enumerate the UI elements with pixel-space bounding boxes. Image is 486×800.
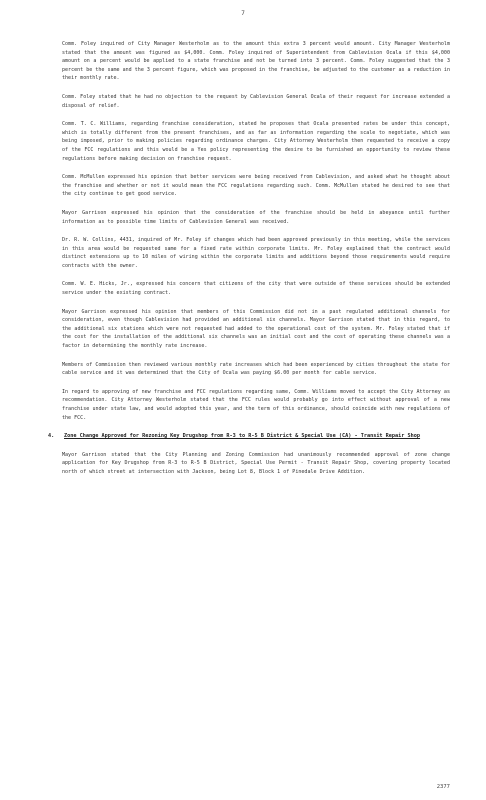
paragraph: Dr. R. W. Collins, 4431, inquired of Mr. Foley if changes which had been approved previously in this meeting, while the services in this area would be requested same for a fixed rate within corporate limits. Mr. Foley explained that the contract would distinct extensions up to 10 miles of wiring within the corporate limits and additions beyond those requirements would require contracts with the owner. (62, 237, 450, 269)
minutes-body (48, 40, 450, 487)
paragraph: Comm. T. C. Williams, regarding franchise consideration, stated he proposes that Ocala presented rates be under this concept, which is totally different from the present franchises, and as far as information regarding the scale to negotiate, which was being imposed, prior to making policies regarding ordinance charges. City Attorney Westerholm then requested to receive a copy of the FCC regulations and this would be a Yes policy representing the desire to be furnished an opportunity to review these regulations before making decision on franchise request. (62, 121, 450, 162)
paragraph: Comm. Foley inquired of City Manager Westerholm as to the amount this extra 3 percent would amount. City Manager Westerholm stated that the amount was figured as $4,000. Comm. Foley inquired of Superintendent from Cablevision Ocala if this $4,000 amount on a percent would be applied to a state franchise and not be turned into 3 percent. Comm. Foley suggested that the 3 percent be the same and the 3 percent figure, which was proposed in the franchise, be adjusted to the customer as a reduction in their monthly rate. (62, 41, 450, 82)
paragraph: Comm. Foley stated that he had no objection to the request by Cablevision General Ocala of their request for increase extended a disposal of relief. (62, 93, 450, 109)
agenda-item (48, 432, 450, 441)
page-number: 7 (241, 10, 245, 17)
agenda-item-number: 4. (48, 433, 55, 440)
paragraph: Comm. W. E. Hicks, Jr., expressed his concern that citizens of the city that were outside of these services should be extended service under the existing contract. (62, 281, 450, 297)
closing-paragraph: Mayor Garrison stated that the City Planning and Zoning Commission had unanimously recommended approval of zone change application for Key Drugshop from R-3 to R-5 B District, Special Use Permit - Transit Repair Shop, covering property located north of which street at intersection with Jackson, being Lot 8, Block 1 of Pinedale Drive Addition. (62, 451, 450, 475)
paragraph: In regard to approving of new franchise and FCC regulations regarding same, Comm. Williams moved to accept the City Attorney as recommendation. City Attorney Westerholm stated that the FCC rules would probably go into effect without approval of a new franchise under state law, and would adopted this year, and the term of this ordinance, should coincide with new regulations of the FCC. (62, 388, 450, 421)
page-id: 2377 (436, 784, 450, 790)
paragraph: Members of Commission then reviewed various monthly rate increases which had been experienced by cities throughout the state for cable service and it was determined that the City of Ocala was paying $6.00 per month for cable service. (62, 361, 450, 377)
paragraph: Comm. McMullen expressed his opinion that better services were being received from Cablevision, and asked what he thought about the franchise and whether or not it would mean the FCC regulations regarding such. Comm. McMullen stated he desired to see that the city continue to get good service. (62, 174, 450, 198)
paragraph: Mayor Garrison expressed his opinion that the consideration of the franchise should be held in abeyance until further information as to possible time limits of Cablevision General was received. (62, 209, 450, 225)
agenda-item-title: Zone Change Approved for Rezoning Key Drugshop from R-3 to R-5 B District & Special Use (CA) - Transit Repair Shop (64, 433, 421, 440)
paragraph: Mayor Garrison expressed his opinion that members of this Commission did not in a past regulated additional channels for consideration, even though Cablevision had provided an additional six channels. Mayor Garrison stated that in this regard, to the additional six stations which were not requested had added to the operational cost of the system. Mr. Foley stated that if the cost for the installation of the additional six channels was an initial cost and the cost of operating these channels was a factor in determining the monthly rate increase. (62, 308, 450, 350)
